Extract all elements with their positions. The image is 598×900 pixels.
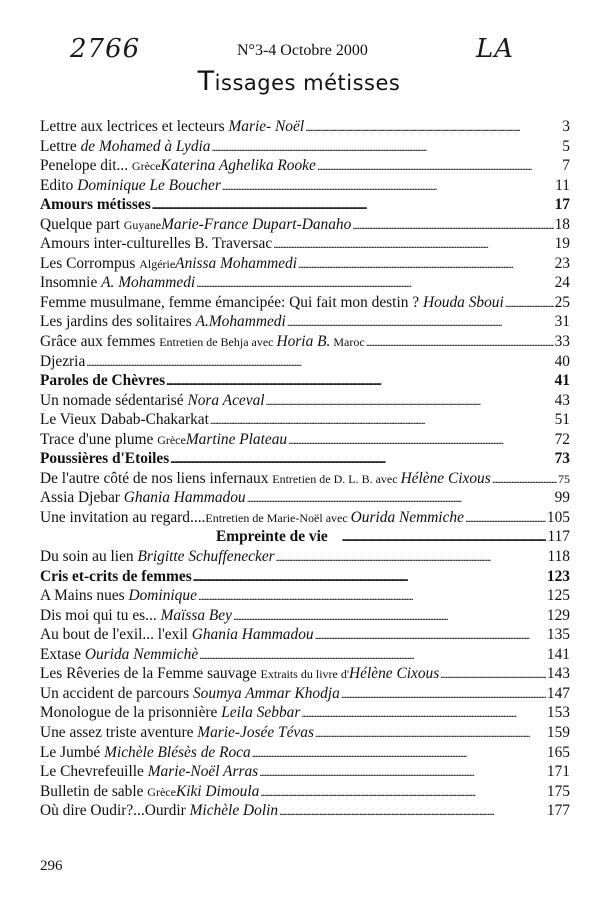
dot-leader	[505, 294, 554, 312]
toc-entry	[40, 704, 570, 724]
dot-leader	[210, 411, 554, 429]
toc-entry-author: Dominique Le Boucher	[77, 176, 221, 194]
toc-entry-text: Poussières d'Etoiles	[40, 450, 170, 468]
toc-entry-page: 73	[554, 450, 570, 468]
toc-entry-title	[40, 196, 151, 214]
toc-entry	[40, 763, 570, 783]
toc-entry-note: Extraits du livre d'	[260, 667, 350, 682]
dot-leader	[196, 274, 553, 292]
handwritten-initials: LA	[476, 34, 515, 64]
toc-entry-author: Kiki Dimoula	[175, 782, 260, 800]
toc-entry-title	[40, 313, 286, 331]
toc-entry-author: Nora Aceval	[187, 391, 265, 409]
toc-entry-page: 23	[554, 254, 570, 272]
dot-leader	[492, 470, 557, 488]
toc-entry-title	[40, 744, 251, 762]
toc-entry	[40, 235, 570, 255]
toc-entry-text: Au bout de l'exil... l'exil	[40, 626, 192, 644]
toc-entry-text: Le Jumbé	[40, 743, 105, 761]
toc-entry-text: Du soin au lien	[40, 548, 138, 566]
toc-entry-text: Penelope dit...	[40, 157, 132, 175]
toc-entry-author: de Mohamed à Lydia	[80, 137, 211, 155]
toc-entry-text: Paroles de Chèvres	[40, 372, 166, 390]
toc-entry-page: 11	[555, 176, 570, 194]
toc-entry	[40, 568, 570, 588]
toc-entry-page: 5	[562, 137, 570, 155]
toc-entry	[40, 274, 570, 294]
toc-entry-text: Dis moi qui tu es...	[40, 606, 161, 624]
toc-entry-note: Maroc	[330, 335, 365, 350]
dot-leader	[222, 177, 554, 195]
page-number: 296	[40, 858, 63, 874]
toc-entry-text: Cris et-crits de femmes	[40, 567, 192, 585]
toc-entry-title	[40, 587, 197, 605]
toc-entry-author: Marie- Noël	[228, 118, 305, 135]
toc-entry-text: Où dire Oudir?...Ourdir	[40, 802, 190, 820]
toc-entry-text: Insomnie	[40, 274, 102, 292]
toc-entry-note: Guyane	[123, 217, 162, 232]
toc-entry-author: Maïssa Bey	[160, 606, 232, 624]
dot-leader	[305, 118, 561, 136]
table-of-contents	[40, 118, 570, 822]
toc-entry-title	[40, 431, 287, 449]
toc-entry-title	[40, 685, 340, 703]
toc-entry	[40, 411, 570, 431]
toc-entry-title	[40, 509, 464, 527]
toc-entry	[40, 724, 570, 744]
toc-entry-page: 125	[546, 587, 570, 605]
dot-leader	[298, 255, 554, 273]
handwritten-number: 2766	[70, 34, 141, 64]
toc-entry-author: Martine Plateau	[185, 430, 288, 448]
toc-entry-title	[40, 235, 272, 253]
toc-entry	[40, 392, 570, 412]
toc-entry-page: 19	[554, 235, 570, 253]
toc-entry-text: Femme musulmane, femme émancipée: Qui fait mon destin ?	[40, 293, 423, 311]
toc-entry-author: Dominique	[128, 587, 197, 605]
dot-leader	[170, 450, 553, 468]
dot-leader	[317, 157, 561, 175]
toc-entry-page: 72	[554, 430, 570, 448]
toc-entry	[40, 470, 570, 490]
toc-entry-text: Assia Djebar	[40, 489, 124, 507]
toc-entry-title	[40, 353, 85, 371]
toc-entry-text: Amours inter-culturelles B. Traversac	[40, 235, 273, 253]
toc-entry-text: Empreinte de vie	[216, 528, 328, 546]
toc-entry-author: A.Mohammedi	[195, 313, 286, 331]
dot-leader	[247, 489, 554, 507]
toc-entry	[40, 294, 570, 314]
toc-entry-title	[40, 333, 365, 351]
toc-entry-title	[40, 802, 278, 820]
toc-entry-title	[40, 724, 314, 742]
dot-leader	[233, 607, 546, 625]
dot-leader	[315, 626, 546, 644]
toc-entry-text: Amours métisses	[40, 196, 151, 214]
toc-entry-page: 51	[554, 411, 570, 429]
dot-leader	[212, 138, 562, 156]
issue-info: N°3-4 Octobre 2000	[237, 42, 368, 59]
toc-entry-author: Ourida Nemmiche	[350, 508, 464, 526]
toc-entry	[40, 587, 570, 607]
toc-entry-page: 165	[546, 743, 570, 761]
toc-entry-page: 141	[546, 645, 570, 663]
dot-leader	[252, 744, 546, 762]
toc-entry-title	[40, 665, 439, 683]
toc-entry-author: Ghania Hammadou	[191, 626, 314, 644]
toc-entry-title	[40, 626, 314, 644]
toc-entry-author: Hélène Cixous	[400, 469, 491, 487]
toc-entry-page: 129	[546, 606, 570, 624]
toc-entry-text: Quelque part	[40, 215, 124, 233]
toc-entry-title	[40, 157, 316, 175]
toc-entry-note: Entretien de D. L. B. avec	[272, 471, 401, 486]
dot-leader	[341, 685, 546, 703]
toc-entry-author: Ourida Nemmichè	[84, 645, 199, 663]
toc-entry-note: Entretien de Behja avec	[159, 335, 277, 350]
toc-entry-title	[40, 118, 304, 136]
toc-entry-text: Les Rêveries de la Femme sauvage	[40, 665, 261, 683]
toc-entry-page: 17	[554, 196, 570, 214]
toc-entry-title	[40, 450, 169, 468]
toc-entry	[40, 607, 570, 627]
toc-entry	[40, 313, 570, 333]
dot-leader	[342, 528, 547, 546]
toc-entry-title	[40, 372, 165, 390]
toc-entry-author: Marie-France Dupart-Danaho	[161, 215, 352, 233]
toc-entry-author: Michèle Dolin	[189, 802, 279, 820]
toc-entry-page: 153	[546, 704, 570, 722]
toc-entry	[40, 489, 570, 509]
toc-entry	[40, 783, 570, 803]
toc-entry	[40, 685, 570, 705]
toc-entry	[40, 431, 570, 451]
toc-entry	[40, 548, 570, 568]
toc-entry-text: Djezria	[40, 352, 86, 370]
toc-entry-text: Grâce aux femmes	[40, 333, 160, 351]
toc-entry-author: Marie-Josée Tévas	[197, 723, 314, 741]
toc-entry-text: Les Corrompus	[40, 254, 140, 272]
toc-entry-text: Le Chevrefeuille	[40, 763, 148, 781]
toc-entry-title	[40, 607, 232, 625]
dot-leader	[198, 587, 546, 605]
toc-entry-author: Horia B.	[276, 333, 331, 351]
toc-entry-text: Monologue de la prisonnière	[40, 704, 222, 722]
toc-entry	[40, 157, 570, 177]
toc-entry	[40, 333, 570, 353]
toc-entry-author: Hélène Cixous	[349, 665, 440, 683]
dot-leader	[465, 509, 546, 527]
toc-entry-text: Lettre	[40, 137, 81, 155]
toc-entry-page: 175	[546, 782, 570, 800]
toc-entry-author: A. Mohammedi	[101, 274, 196, 292]
toc-entry-page: 147	[546, 684, 570, 702]
toc-entry-page: 25	[554, 293, 570, 311]
toc-entry-text: Le Vieux Dabab-Chakarkat	[40, 411, 209, 429]
toc-entry-text: Une invitation au regard....	[40, 508, 206, 526]
toc-entry-title	[40, 704, 300, 722]
toc-entry-text: Bulletin de sable	[40, 782, 148, 800]
toc-entry	[40, 138, 570, 158]
toc-entry-text: Trace d'une plume	[40, 430, 158, 448]
toc-entry-page: 99	[554, 489, 570, 507]
dot-leader	[260, 783, 546, 801]
dot-leader	[440, 665, 546, 683]
toc-entry-page: 117	[547, 528, 570, 546]
page-title	[0, 66, 598, 97]
toc-entry-title	[40, 294, 504, 312]
title-rest: issages métisses	[214, 71, 401, 95]
toc-entry	[40, 646, 570, 666]
toc-entry-page: 143	[546, 665, 570, 683]
toc-entry-author: Marie-Noël Arras	[147, 763, 259, 781]
dot-leader	[266, 392, 554, 410]
toc-entry-text: Lettre aux lectrices et lecteurs	[40, 118, 229, 135]
toc-entry-page: 41	[554, 372, 570, 390]
toc-entry-title	[40, 763, 258, 781]
toc-entry	[40, 509, 570, 529]
dot-leader	[273, 235, 553, 253]
toc-entry-author: Katerina Aghelika Rooke	[160, 157, 316, 175]
dot-leader	[276, 548, 547, 566]
toc-entry-page: 33	[554, 333, 570, 351]
toc-entry-title	[40, 216, 351, 234]
toc-entry-page: 123	[546, 567, 570, 585]
toc-entry-title	[40, 138, 211, 156]
toc-entry-page: 7	[562, 157, 570, 175]
toc-entry-page: 31	[554, 313, 570, 331]
toc-entry-title	[40, 274, 195, 292]
dot-leader	[301, 704, 546, 722]
toc-entry-page: 24	[554, 274, 570, 292]
toc-entry	[40, 802, 570, 822]
toc-entry-page: 159	[546, 723, 570, 741]
toc-entry	[40, 118, 570, 138]
toc-entry	[40, 177, 570, 197]
toc-entry	[40, 372, 570, 392]
toc-entry	[40, 744, 570, 764]
dot-leader	[315, 724, 546, 742]
toc-entry-page: 18	[554, 215, 570, 233]
toc-entry-note: Algérie	[139, 256, 176, 271]
toc-entry-page: 118	[547, 548, 570, 566]
dot-leader	[279, 802, 546, 820]
toc-entry-title	[40, 783, 259, 801]
toc-entry-title	[40, 489, 246, 507]
toc-entry-author: Brigitte Schuffenecker	[137, 548, 275, 566]
toc-entry-text: Un accident de parcours	[40, 684, 193, 702]
toc-entry-note: Entretien de Marie-Noël avec	[205, 510, 351, 525]
toc-entry-author: Houda Sboui	[422, 293, 504, 311]
toc-entry-title	[40, 255, 297, 273]
dot-leader	[199, 646, 546, 664]
toc-entry-title	[40, 548, 275, 566]
toc-entry-text: A Mains nues	[40, 587, 129, 605]
toc-entry	[40, 528, 570, 548]
toc-entry	[40, 353, 570, 373]
toc-entry-page: 75	[558, 471, 570, 486]
dot-leader	[193, 568, 546, 586]
toc-entry-title	[40, 177, 221, 195]
toc-entry-note: Grèce	[131, 159, 161, 174]
toc-entry-author: Leila Sebbar	[221, 704, 301, 722]
toc-entry-title	[40, 392, 265, 410]
dot-leader	[366, 333, 554, 351]
toc-entry-page: 3	[562, 118, 570, 135]
toc-entry-note: Grèce	[147, 784, 176, 799]
toc-entry-page: 43	[554, 391, 570, 409]
toc-entry-page: 105	[546, 508, 570, 526]
dot-leader	[86, 353, 553, 371]
dot-leader	[152, 196, 554, 214]
dot-leader	[288, 431, 553, 449]
toc-entry-text: Edito	[40, 176, 78, 194]
toc-entry-page: 40	[554, 352, 570, 370]
toc-entry-title	[40, 470, 491, 488]
toc-entry-title	[216, 528, 328, 546]
dot-leader	[352, 216, 553, 234]
toc-entry-author: Ghania Hammadou	[123, 489, 246, 507]
toc-entry-text: De l'autre côté de nos liens infernaux	[40, 469, 273, 487]
toc-entry-author: Michèle Blésès de Roca	[104, 743, 251, 761]
toc-entry	[40, 626, 570, 646]
title-initial: T	[197, 66, 215, 97]
toc-entry	[40, 255, 570, 275]
toc-entry-text: Un nomade sédentarisé	[40, 391, 188, 409]
dot-leader	[166, 372, 554, 390]
toc-entry-text: Les jardins des solitaires	[40, 313, 196, 331]
toc-entry-page: 171	[546, 763, 570, 781]
toc-entry	[40, 216, 570, 236]
dot-leader	[259, 763, 546, 781]
toc-entry	[40, 450, 570, 470]
toc-entry-page: 135	[546, 626, 570, 644]
dot-leader	[287, 313, 554, 331]
toc-entry	[40, 665, 570, 685]
toc-entry-title	[40, 411, 209, 429]
toc-entry-note: Grèce	[157, 432, 186, 447]
toc-entry-author: Soumya Ammar Khodja	[192, 684, 340, 702]
toc-entry-title	[40, 568, 192, 586]
toc-entry-author: Anissa Mohammedi	[175, 254, 298, 272]
toc-entry-title	[40, 646, 198, 664]
toc-entry	[40, 196, 570, 216]
toc-entry-page: 177	[546, 802, 570, 820]
toc-entry-text: Une assez triste aventure	[40, 723, 198, 741]
toc-entry-text: Extase	[40, 645, 85, 663]
